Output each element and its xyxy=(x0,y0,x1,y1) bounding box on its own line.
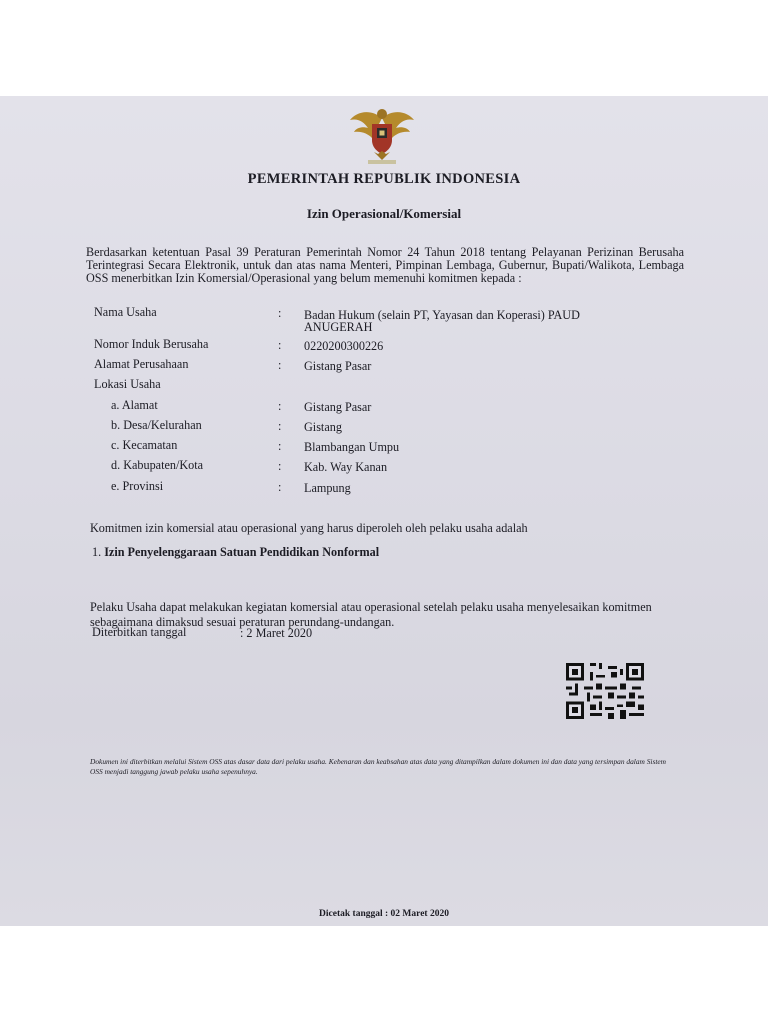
qr-code-icon xyxy=(566,663,644,719)
colon: : xyxy=(278,306,282,320)
document-page xyxy=(0,96,768,926)
document-title: Izin Operasional/Komersial xyxy=(306,206,462,221)
lokasi-kabupaten-label: d. Kabupaten/Kota xyxy=(111,458,204,472)
intro-paragraph: Berdasarkan ketentuan Pasal 39 Peraturan Pemerintah Nomor 24 Tahun 2018 tentang Pelayanan Perizinan Berusaha Terintegrasi Secara Elektronik, untuk dan atas nama Menteri, Pimpinan Lembaga, Gubernur, Bupati/Walikota, Lembaga OSS menerbitkan Izin Komersial/Operasional yang belum memenuhi komitmen kepada : xyxy=(86,245,684,286)
alamat-perusahaan-label: Alamat Perusahaan xyxy=(94,357,189,371)
government-title: PEMERINTAH REPUBLIK INDONESIA xyxy=(247,171,521,187)
issued-date-value: : 2 Maret 2020 xyxy=(240,626,313,640)
nib-value: 0220200300226 xyxy=(304,339,384,353)
colon: : xyxy=(278,459,282,473)
lokasi-kabupaten-value: Kab. Way Kanan xyxy=(304,460,388,474)
komitmen-intro: Komitmen izin komersial atau operasional yang harus diperoleh oleh pelaku usaha adalah xyxy=(90,521,528,535)
lokasi-kecamatan-value: Blambangan Umpu xyxy=(304,440,400,454)
lokasi-desa-value: Gistang xyxy=(304,420,342,434)
alamat-perusahaan-value: Gistang Pasar xyxy=(304,359,372,373)
lokasi-usaha-label: Lokasi Usaha xyxy=(94,377,161,391)
komitmen-item-text: Izin Penyelenggaraan Satuan Pendidikan Nonformal xyxy=(104,545,380,559)
nama-usaha-value-cont: ANUGERAH xyxy=(304,320,373,334)
colon: : xyxy=(278,358,282,372)
nama-usaha-label: Nama Usaha xyxy=(94,305,157,319)
closing-paragraph: Pelaku Usaha dapat melakukan kegiatan komersial atau operasional setelah pelaku usaha menyelesaikan komitmen sebagaimana dimaksud sesuai peraturan perundang-undangan. xyxy=(90,600,652,630)
colon: : xyxy=(278,439,282,453)
lokasi-alamat-label: a. Alamat xyxy=(111,398,158,412)
nama-usaha-value: Badan Hukum (selain PT, Yayasan dan Koperasi) PAUD xyxy=(304,308,580,322)
colon: : xyxy=(278,480,282,494)
disclaimer-note: Dokumen ini diterbitkan melalui Sistem OSS atas dasar data dari pelaku usaha. Kebenaran dan keabsahan atas data yang ditampilkan dalam dokumen ini dan data yang tersimpan dalam Sistem OSS menjadi tanggung jawab pelaku usaha sepenuhnya. xyxy=(90,757,667,777)
garuda-emblem-icon xyxy=(346,104,418,166)
komitmen-item-number: 1. xyxy=(92,545,102,559)
lokasi-provinsi-value: Lampung xyxy=(304,481,351,495)
colon: : xyxy=(278,399,282,413)
lokasi-provinsi-label: e. Provinsi xyxy=(111,479,164,493)
issued-date-label: Diterbitkan tanggal xyxy=(92,625,187,639)
komitmen-item xyxy=(92,545,379,560)
colon: : xyxy=(278,419,282,433)
lokasi-alamat-value: Gistang Pasar xyxy=(304,400,372,414)
printed-date: Dicetak tanggal : 02 Maret 2020 xyxy=(319,909,449,919)
lokasi-kecamatan-label: c. Kecamatan xyxy=(111,438,178,452)
page-bottom-margin xyxy=(0,926,768,1024)
nib-label: Nomor Induk Berusaha xyxy=(94,337,209,351)
lokasi-desa-label: b. Desa/Kelurahan xyxy=(111,418,202,432)
colon: : xyxy=(278,338,282,352)
